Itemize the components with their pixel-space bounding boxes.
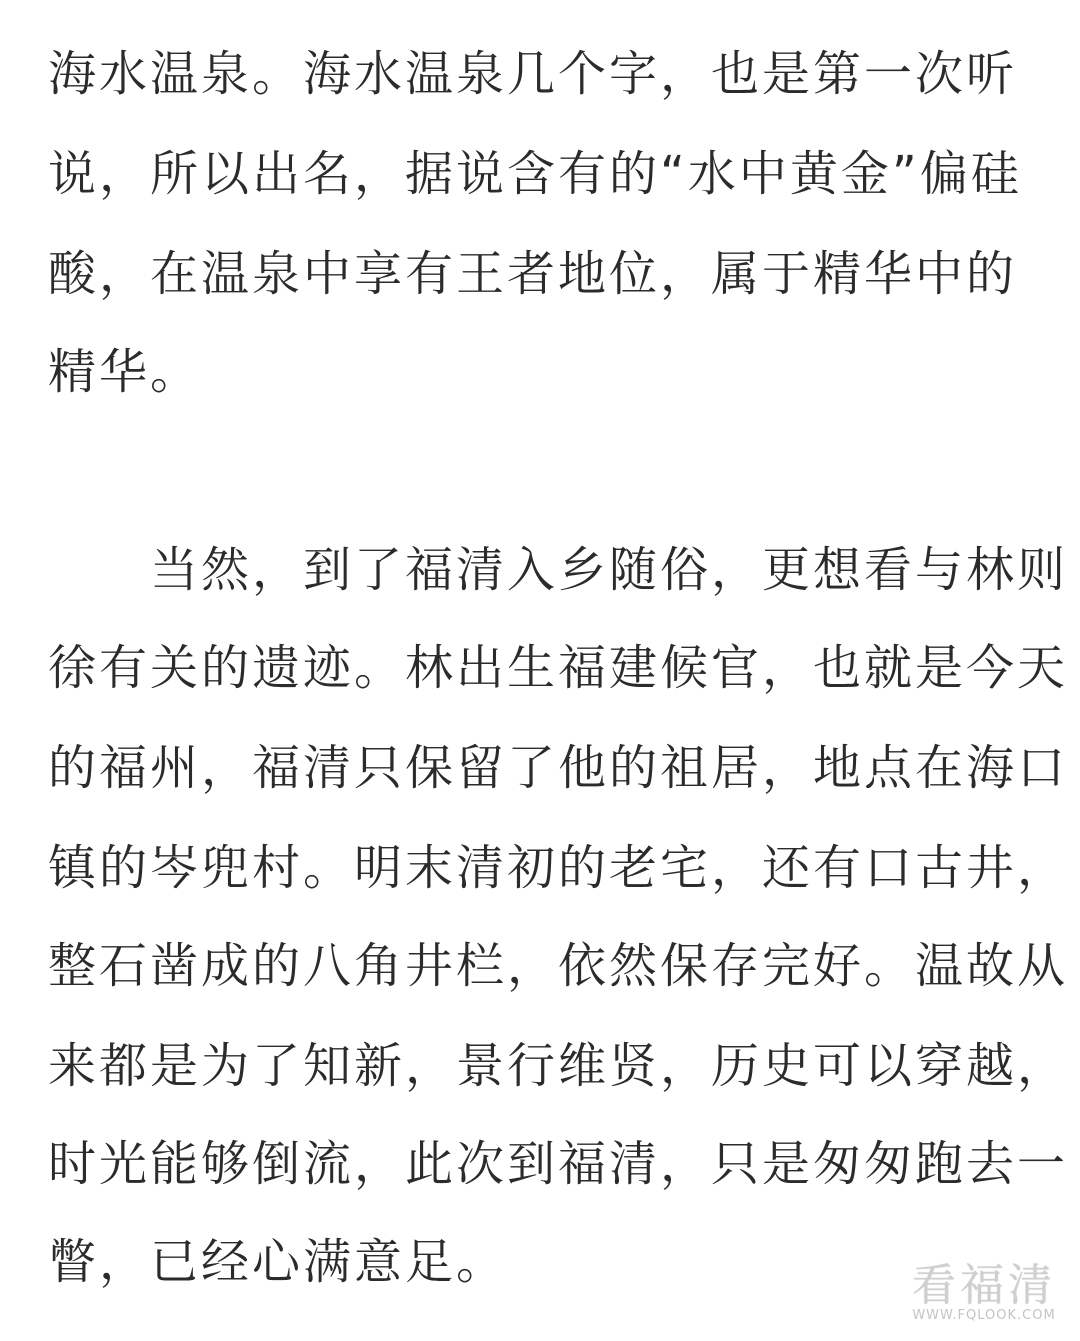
paragraph-line: 说，所以出名，据说含有的“水中黄金”偏硅 [48, 146, 1022, 202]
paragraph-line: 当然，到了福清入乡随俗，更想看与林则 [150, 542, 1069, 598]
paragraph-line: 来都是为了知新，景行维贤，历史可以穿越， [48, 1038, 1069, 1094]
paragraph-line: 海水温泉。海水温泉几个字，也是第一次听 [48, 46, 1018, 102]
paragraph-line: 精华。 [48, 344, 202, 400]
paragraph-line: 镇的岑兜村。明末清初的老宅，还有口古井， [48, 840, 1069, 896]
paragraph-line: 酸，在温泉中享有王者地位，属于精华中的 [48, 246, 1018, 302]
paragraph-line: 徐有关的遗迹。林出生福建候官，也就是今天 [48, 640, 1069, 696]
paragraph-line: 瞥，已经心满意足。 [48, 1234, 508, 1290]
paragraph-line: 整石凿成的八角井栏，依然保存完好。温故从 [48, 938, 1069, 994]
site-watermark [912, 1260, 1056, 1323]
paragraph-line: 时光能够倒流，此次到福清，只是匆匆跑去一 [48, 1136, 1069, 1192]
watermark-url: WWW.FQLOOK.COM [912, 1308, 1056, 1323]
paragraph-line: 的福州，福清只保留了他的祖居，地点在海口 [48, 740, 1069, 796]
watermark-logo-text: 看福清 [912, 1260, 1056, 1311]
